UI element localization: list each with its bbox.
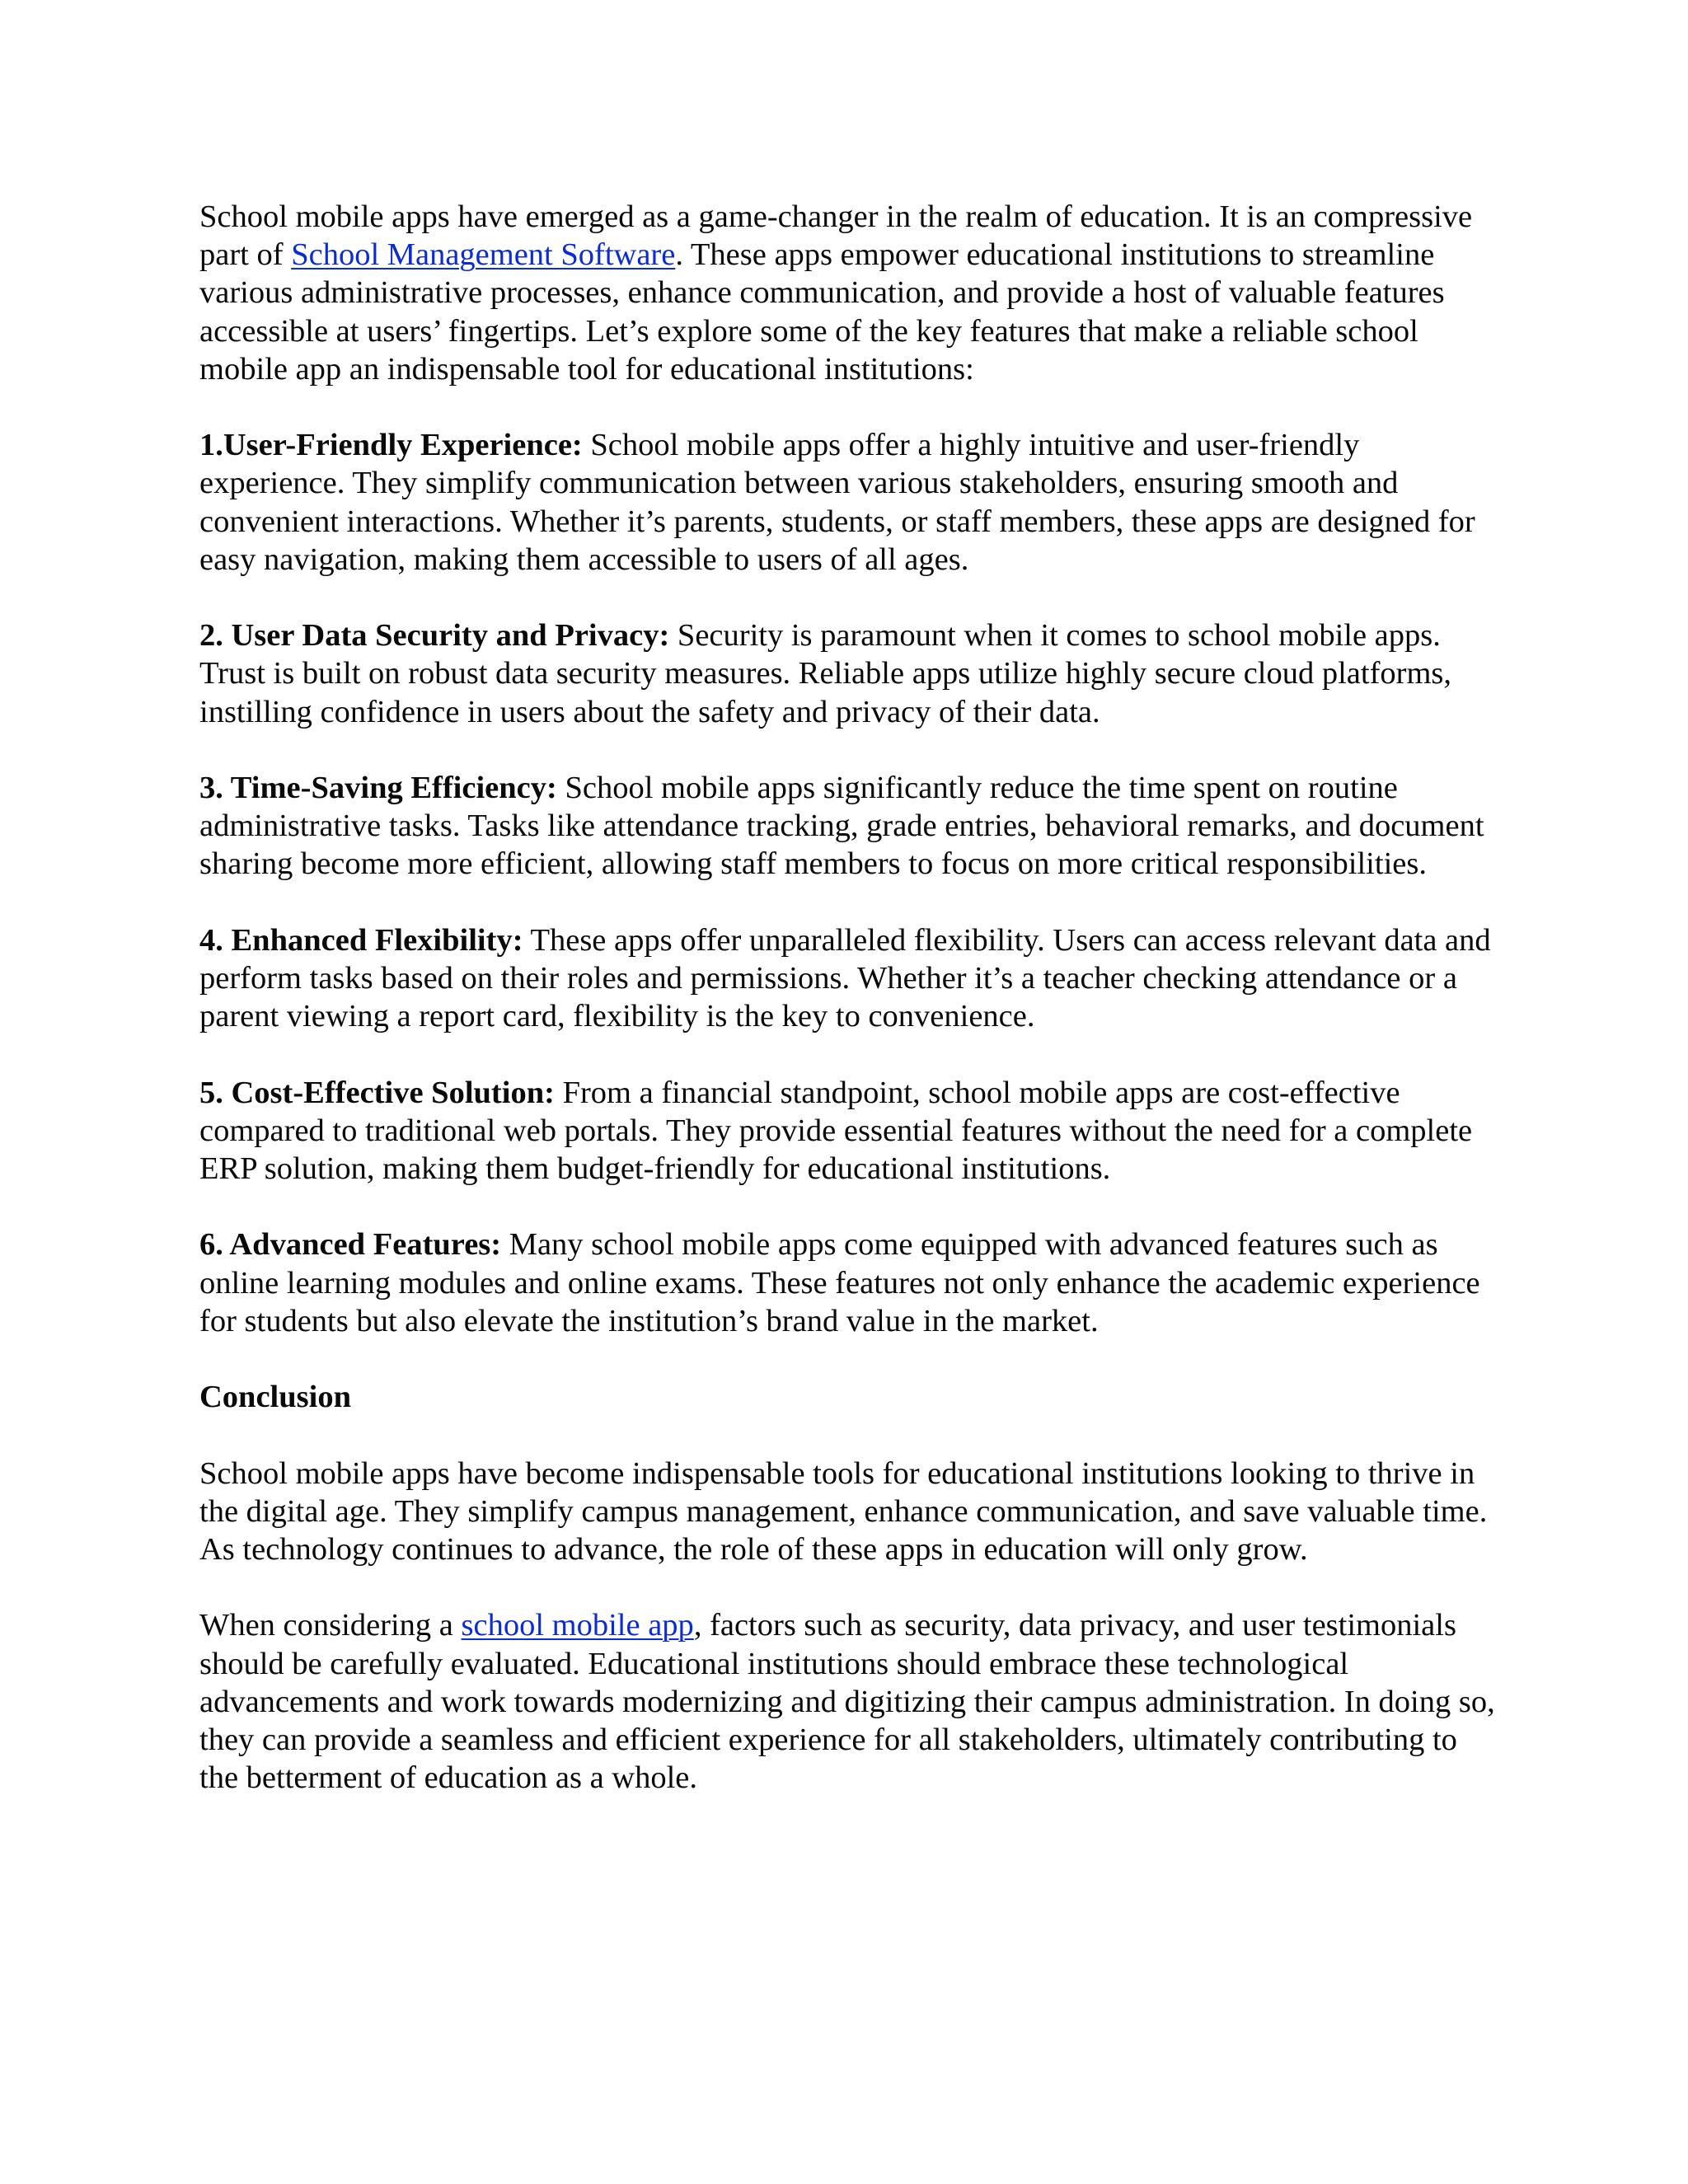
feature-text-2: Security is paramount when it comes to school mobile apps. Trust is built on robust data security measures. Reliable apps utilize highly secure cloud platforms, instilling confidence in users about the safety and privacy of their data. [199, 618, 1452, 729]
feature-title-5: 5. Cost-Effective Solution: [199, 1075, 555, 1110]
feature-title-6: 6. Advanced Features: [199, 1227, 502, 1263]
conclusion-heading: Conclusion [199, 1380, 352, 1415]
feature-paragraph-5 [199, 1074, 1502, 1188]
feature-text-3: School mobile apps significantly reduce the time spent on routine administrative tasks. Tasks like attendance tracking, grade entries, behavioral remarks, and document sharing become more efficient, allowing staff members to focus on more critical responsibilities. [199, 771, 1484, 882]
feature-paragraph-1 [199, 426, 1502, 579]
feature-title-2: 2. User Data Security and Privacy: [199, 618, 670, 654]
feature-text-1: School mobile apps offer a highly intuitive and user-friendly experience. They simplify communication between various stakeholders, ensuring smooth and convenient interactions. Whether it’s parents, students, or staff members, these apps are designed for easy navigation, making them accessible to users of all ages. [199, 428, 1475, 577]
school-management-software-link[interactable]: School Management Software [291, 237, 676, 273]
school-mobile-app-link[interactable]: school mobile app [461, 1608, 694, 1643]
feature-paragraph-2 [199, 616, 1502, 731]
conclusion-paragraph-1: School mobile apps have become indispensable tools for educational institutions looking to thrive in the digital age. They simplify campus management, enhance communication, and save valuable time. As technology continues to advance, the role of these apps in education will only grow. [199, 1455, 1488, 1567]
feature-text-6: Many school mobile apps come equipped with advanced features such as online learning modules and online exams. These features not only enhance the academic experience for students but also elevate the institution’s brand value in the market. [199, 1227, 1480, 1338]
intro-paragraph [199, 198, 1502, 388]
feature-title-3: 3. Time-Saving Efficiency: [199, 771, 557, 805]
conclusion-text-end: , factors such as security, data privacy, and user testimonials should be carefully evaluated. Educational institutions should embrace these technological advancements and work towards modernizing and digitizing their campus administration. In doing so, they can provide a seamless and efficient experience for all stakeholders, ultimately contributing to the betterment of education as a whole. [199, 1608, 1495, 1796]
document-body [199, 198, 1502, 1797]
feature-text-4: These apps offer unparalleled flexibility. Users can access relevant data and perform tasks based on their roles and permissions. Whether it’s a teacher checking attendance or a parent viewing a report card, flexibility is the key to convenience. [199, 922, 1491, 1034]
feature-title-4: 4. Enhanced Flexibility: [199, 922, 523, 958]
intro-text-end: . These apps empower educational institutions to streamline various administrative processes, enhance communication, and provide a host of valuable features accessible at users’ fingertips. Let’s explore some of the key features that make a reliable school mobile app an indispensable tool for educational institutions: [199, 237, 1445, 387]
feature-paragraph-4 [199, 921, 1502, 1036]
feature-text-5: From a financial standpoint, school mobile apps are cost-effective compared to traditional web portals. They provide essential features without the need for a complete ERP solution, making them budget-friendly for educational institutions. [199, 1075, 1473, 1186]
intro-text-start: School mobile apps have emerged as a game-changer in the realm of education. It is an compressive part of [199, 199, 1473, 273]
feature-paragraph-3 [199, 769, 1502, 883]
conclusion-paragraph-2 [199, 1606, 1502, 1797]
feature-paragraph-6 [199, 1226, 1502, 1340]
feature-title-1: 1.User-Friendly Experience: [199, 428, 583, 463]
conclusion-text-start: When considering a [199, 1608, 462, 1643]
